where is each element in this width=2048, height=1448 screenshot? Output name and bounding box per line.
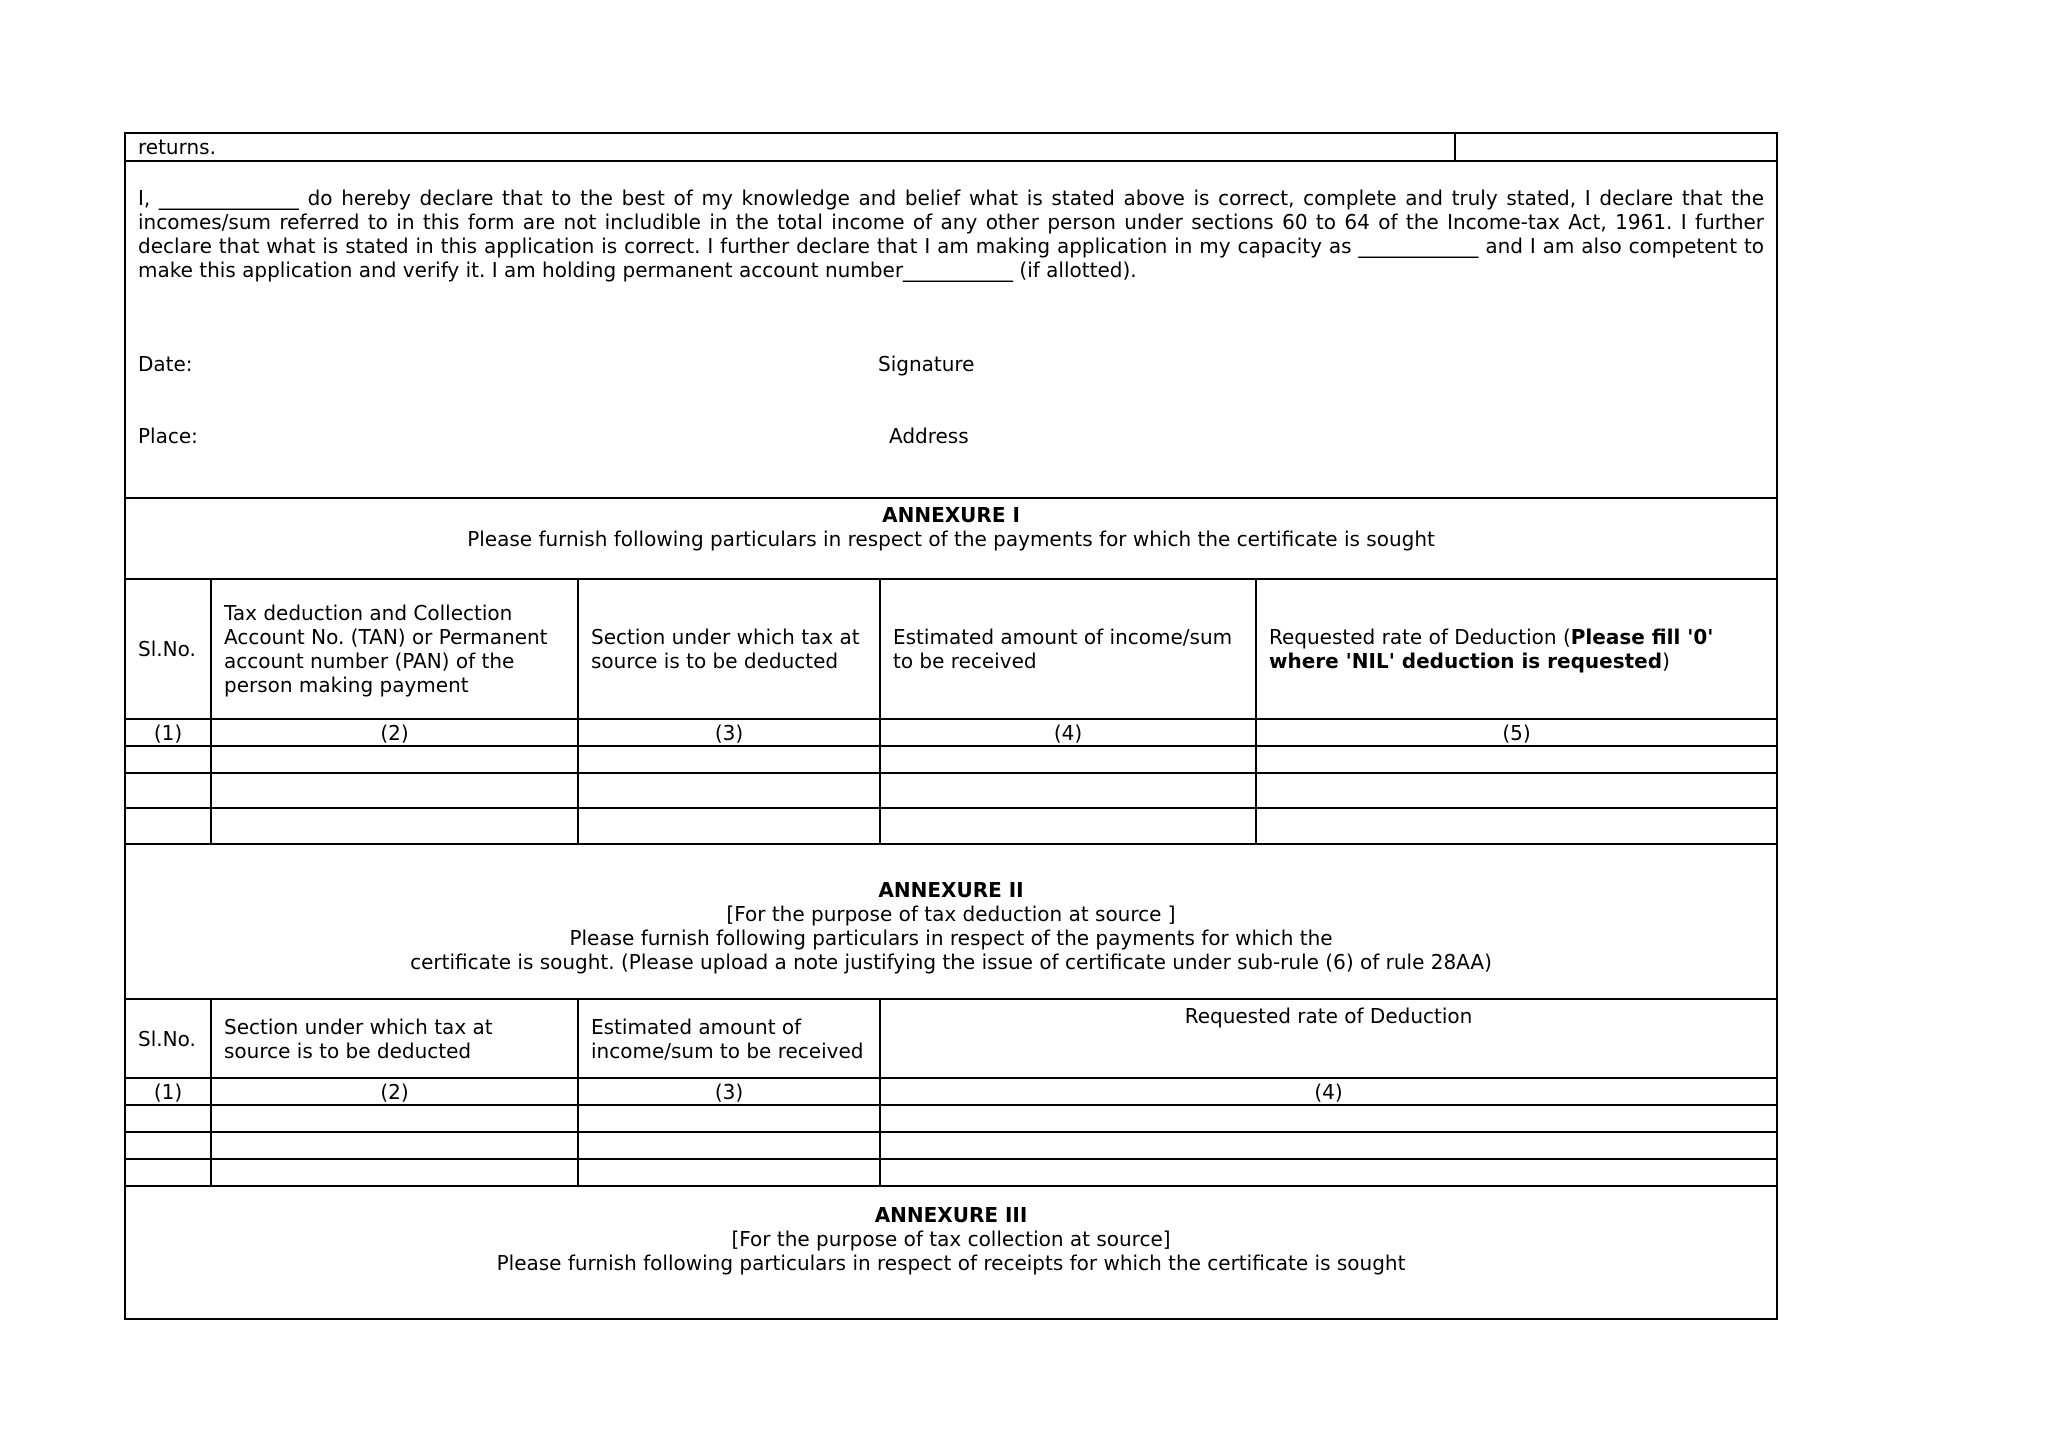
annexure1-subtitle: Please furnish following particulars in respect of the payments for which the certificate is sought — [467, 527, 1435, 551]
a2-blank-row — [125, 1105, 1777, 1132]
annexure1-title: ANNEXURE I — [882, 503, 1020, 527]
a2-num-4: (4) — [880, 1078, 1777, 1105]
a1-cell[interactable] — [211, 746, 578, 773]
a1-header-slno: Sl.No. — [125, 579, 211, 719]
a1-cell[interactable] — [125, 773, 211, 808]
annexure2-line1: [For the purpose of tax deduction at source ] — [726, 901, 1176, 926]
annexure2-number-row — [125, 1078, 1777, 1105]
form-page — [124, 132, 1776, 1320]
a2-cell[interactable] — [211, 1132, 578, 1159]
a2-cell[interactable] — [578, 1105, 880, 1132]
a2-blank-row — [125, 1159, 1777, 1186]
a1-cell[interactable] — [211, 773, 578, 808]
a1-cell[interactable] — [578, 746, 880, 773]
annexure2-header-row — [125, 999, 1777, 1078]
a1-num-5: (5) — [1256, 719, 1777, 746]
a1-blank-row — [125, 808, 1777, 844]
declaration-annexure-table — [124, 132, 1778, 1320]
a1-cell[interactable] — [578, 808, 880, 844]
returns-row — [125, 133, 1777, 161]
a1-cell[interactable] — [880, 746, 1256, 773]
annexure2-title: ANNEXURE II — [878, 877, 1024, 902]
address-label: Address — [889, 424, 969, 448]
a2-cell[interactable] — [578, 1159, 880, 1186]
a2-cell[interactable] — [125, 1159, 211, 1186]
returns-blank-cell[interactable] — [1455, 133, 1777, 161]
a2-cell[interactable] — [211, 1159, 578, 1186]
annexure3-heading-row — [125, 1186, 1777, 1319]
annexure1-heading-row — [125, 498, 1777, 579]
declaration-cell — [125, 161, 1777, 498]
annexure3-heading — [125, 1186, 1777, 1319]
a2-cell[interactable] — [880, 1132, 1777, 1159]
annexure1-number-row — [125, 719, 1777, 746]
a2-cell[interactable] — [211, 1105, 578, 1132]
a1-cell[interactable] — [578, 773, 880, 808]
a1-header-amount: Estimated amount of income/sum to be received — [880, 579, 1256, 719]
signature-label: Signature — [878, 352, 975, 376]
annexure3-title: ANNEXURE III — [874, 1203, 1028, 1227]
annexure2-heading-row — [125, 844, 1777, 999]
a1-rate-bold: Please fill '0' where 'NIL' deduction is requested — [1269, 625, 1714, 673]
a1-num-1: (1) — [125, 719, 211, 746]
annexure2-heading — [125, 844, 1777, 999]
date-label: Date: — [138, 352, 193, 376]
declaration-row — [125, 161, 1777, 498]
a1-header-tan: Tax deduction and Collection Account No. (TAN) or Permanent account number (PAN) of the person making payment — [211, 579, 578, 719]
date-signature-row — [138, 352, 1764, 376]
a1-num-2: (2) — [211, 719, 578, 746]
a2-cell[interactable] — [578, 1132, 880, 1159]
a2-header-rate: Requested rate of Deduction — [880, 999, 1777, 1078]
annexure3-line2: Please furnish following particulars in respect of receipts for which the certificate is sought — [496, 1251, 1406, 1275]
a2-num-2: (2) — [211, 1078, 578, 1105]
a2-cell[interactable] — [880, 1105, 1777, 1132]
a1-cell[interactable] — [125, 746, 211, 773]
a2-cell[interactable] — [125, 1105, 211, 1132]
a1-num-3: (3) — [578, 719, 880, 746]
a1-header-rate — [1256, 579, 1777, 719]
a1-rate-prefix: Requested rate of Deduction ( — [1269, 625, 1571, 649]
returns-cell: returns. — [125, 133, 1455, 161]
annexure3-line1: [For the purpose of tax collection at source] — [731, 1227, 1171, 1251]
annexure1-heading — [125, 498, 1777, 579]
a1-num-4: (4) — [880, 719, 1256, 746]
declaration-text: I, ______________ do hereby declare that to the best of my knowledge and belief what is stated above is correct, complete and truly stated, I declare that the incomes/sum referred to in this form are not includible in the total income of any other person under sections 60 to 64 of the Income-tax Act, 1961. I further declare that what is stated in this application is correct. I further declare that I am making application in my capacity as ____________ and I am also competent to make this application and verify it. I am holding permanent account number___________ (if allotted). — [138, 186, 1765, 282]
a2-num-3: (3) — [578, 1078, 880, 1105]
a1-rate-suffix: ) — [1662, 649, 1670, 673]
a1-cell[interactable] — [880, 808, 1256, 844]
annexure2-line2: Please furnish following particulars in respect of the payments for which the — [569, 925, 1333, 950]
a1-cell[interactable] — [211, 808, 578, 844]
a1-cell[interactable] — [1256, 808, 1777, 844]
annexure2-line3: certificate is sought. (Please upload a note justifying the issue of certificate under sub-rule (6) of rule 28AA) — [410, 949, 1492, 974]
a2-header-section: Section under which tax at source is to be deducted — [211, 999, 578, 1078]
a1-cell[interactable] — [125, 808, 211, 844]
place-label: Place: — [138, 424, 198, 448]
a2-cell[interactable] — [125, 1132, 211, 1159]
a1-cell[interactable] — [1256, 773, 1777, 808]
a1-blank-row — [125, 746, 1777, 773]
a2-header-slno: Sl.No. — [125, 999, 211, 1078]
a2-cell[interactable] — [880, 1159, 1777, 1186]
place-address-row — [138, 424, 1764, 448]
a1-cell[interactable] — [880, 773, 1256, 808]
a2-header-amount: Estimated amount of income/sum to be received — [578, 999, 880, 1078]
a1-cell[interactable] — [1256, 746, 1777, 773]
a1-blank-row — [125, 773, 1777, 808]
a2-blank-row — [125, 1132, 1777, 1159]
a1-header-section: Section under which tax at source is to be deducted — [578, 579, 880, 719]
annexure1-header-row — [125, 579, 1777, 719]
a2-num-1: (1) — [125, 1078, 211, 1105]
